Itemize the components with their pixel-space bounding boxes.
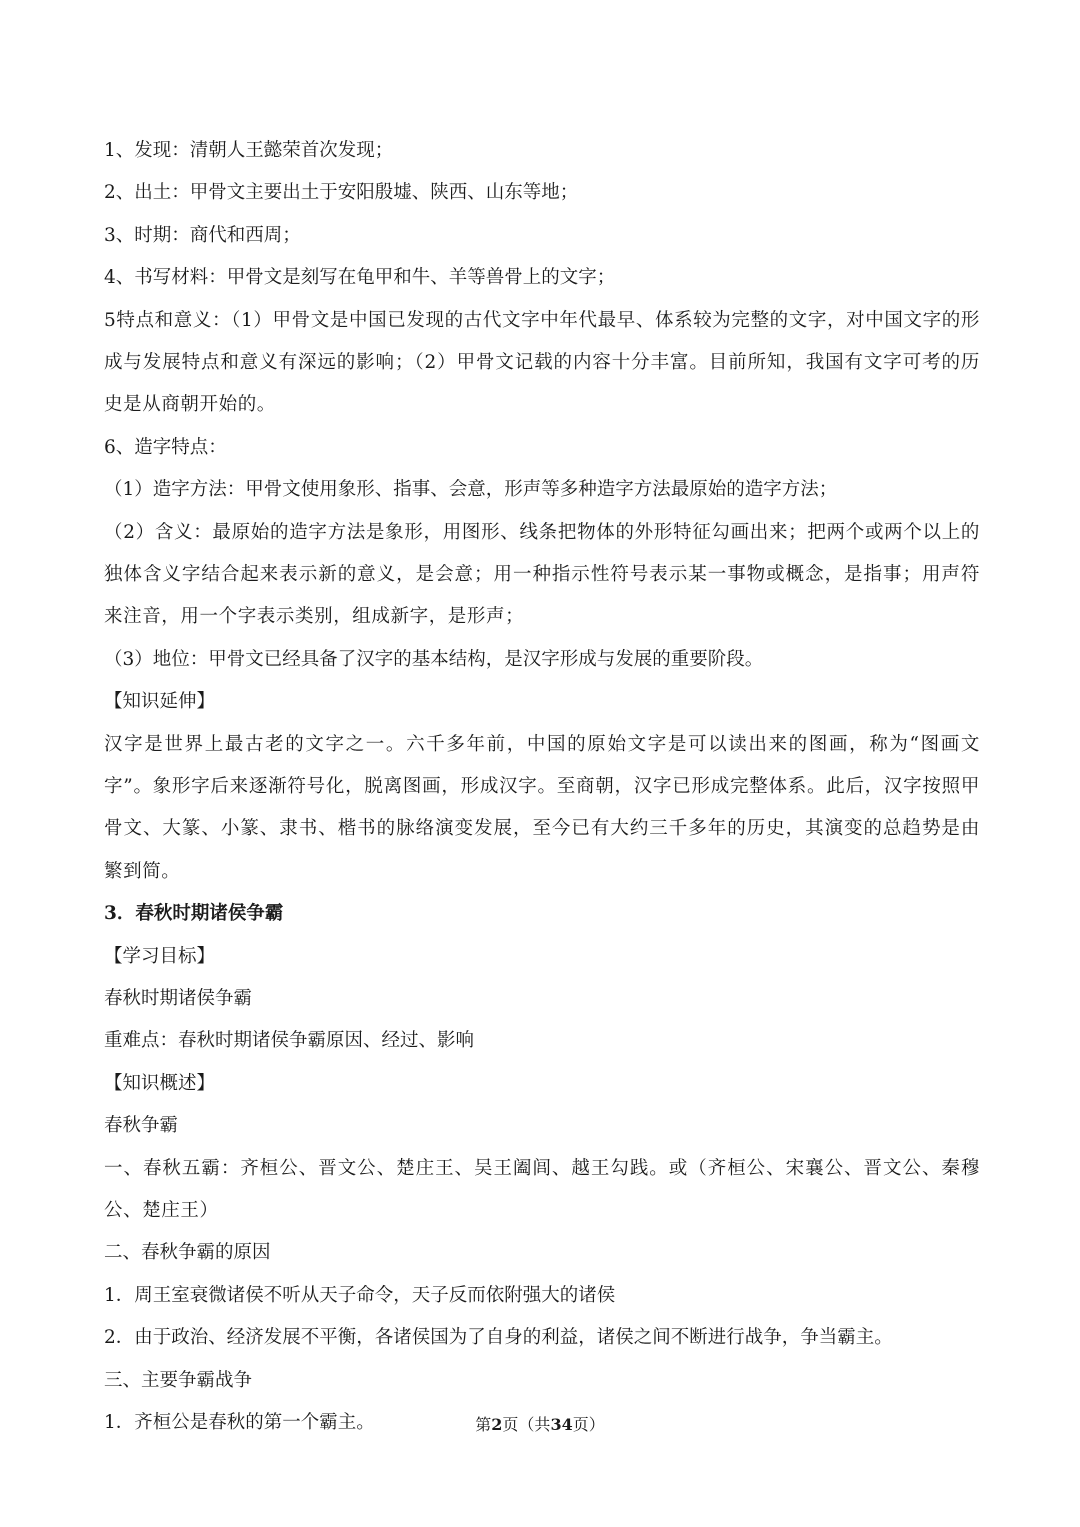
text-line: 2．由于政治、经济发展不平衡，各诸侯国为了自身的利益，诸侯之间不断进行战争，争当霸主。 — [104, 1327, 893, 1349]
footer-middle: 页（共 — [502, 1415, 551, 1434]
text-line: 6、造字特点： — [104, 436, 227, 458]
text-line: 1．周王室衰微诸侯不听从天子命令，天子反而依附强大的诸侯 — [104, 1284, 616, 1306]
document-body — [104, 130, 980, 1444]
text-line: 3、时期：商代和西周； — [104, 224, 301, 246]
footer-prefix: 第 — [475, 1415, 492, 1434]
text-line: 1、发现：清朝人王懿荣首次发现； — [104, 140, 394, 161]
chapter-heading: 3．春秋时期诸侯争霸 — [104, 903, 284, 925]
page-number: 2 — [491, 1415, 503, 1434]
text-line: 三、主要争霸战争 — [104, 1369, 253, 1391]
text-line: 1．齐桓公是春秋的第一个霸主。 — [104, 1411, 375, 1433]
text-line: 4、书写材料：甲骨文是刻写在龟甲和牛、羊等兽骨上的文字； — [104, 267, 616, 289]
text-paragraph: 汉字是世界上最古老的文字之一。六千多年前，中国的原始文字是可以读出来的图画，称为“图画文字”。象形字后来逐渐符号化，脱离图画，形成汉字。至商朝，汉字已形成完整体系。此后，汉字按照甲骨文、大篆、小篆、隶书、楷书的脉络演变发展，至今已有大约三千多年的历史，其演变的总趋势是由繁到简。 — [104, 733, 980, 882]
text-paragraph: 一、春秋五霸：齐桓公、晋文公、楚庄王、吴王阖闾、越王勾践。或（齐桓公、宋襄公、晋文公、秦穆公、楚庄王） — [104, 1157, 980, 1221]
text-line: 重难点：春秋时期诸侯争霸原因、经过、影响 — [104, 1030, 475, 1052]
page-footer — [0, 1413, 1080, 1437]
text-line: （3）地位：甲骨文已经具备了汉字的基本结构，是汉字形成与发展的重要阶段。 — [104, 648, 764, 670]
footer-suffix: 页） — [572, 1415, 605, 1434]
section-heading: 【知识概述】 — [104, 1072, 216, 1094]
text-paragraph: 5特点和意义：（1）甲骨文是中国已发现的古代文字中年代最早、体系较为完整的文字，对中国文字的形成与发展特点和意义有深远的影响；（2）甲骨文记载的内容十分丰富。目前所知，我国有文字可考的历史是从商朝开始的。 — [104, 309, 980, 416]
text-line: （1）造字方法：甲骨文使用象形、指事、会意，形声等多种造字方法最原始的造字方法； — [104, 479, 838, 501]
total-pages: 34 — [550, 1415, 573, 1434]
section-heading: 【学习目标】 — [104, 945, 216, 967]
text-line: 春秋争霸 — [104, 1115, 179, 1137]
text-paragraph: （2）含义：最原始的造字方法是象形，用图形、线条把物体的外形特征勾画出来；把两个或两个以上的独体含义字结合起来表示新的意义，是会意；用一种指示性符号表示某一事物或概念，是指事；用声符来注音，用一个字表示类别，组成新字，是形声； — [104, 521, 980, 628]
text-line: 二、春秋争霸的原因 — [104, 1242, 271, 1264]
section-heading: 【知识延伸】 — [104, 691, 216, 713]
text-line: 春秋时期诸侯争霸 — [104, 987, 253, 1009]
text-line: 2、出土：甲骨文主要出土于安阳殷墟、陕西、山东等地； — [104, 182, 579, 204]
